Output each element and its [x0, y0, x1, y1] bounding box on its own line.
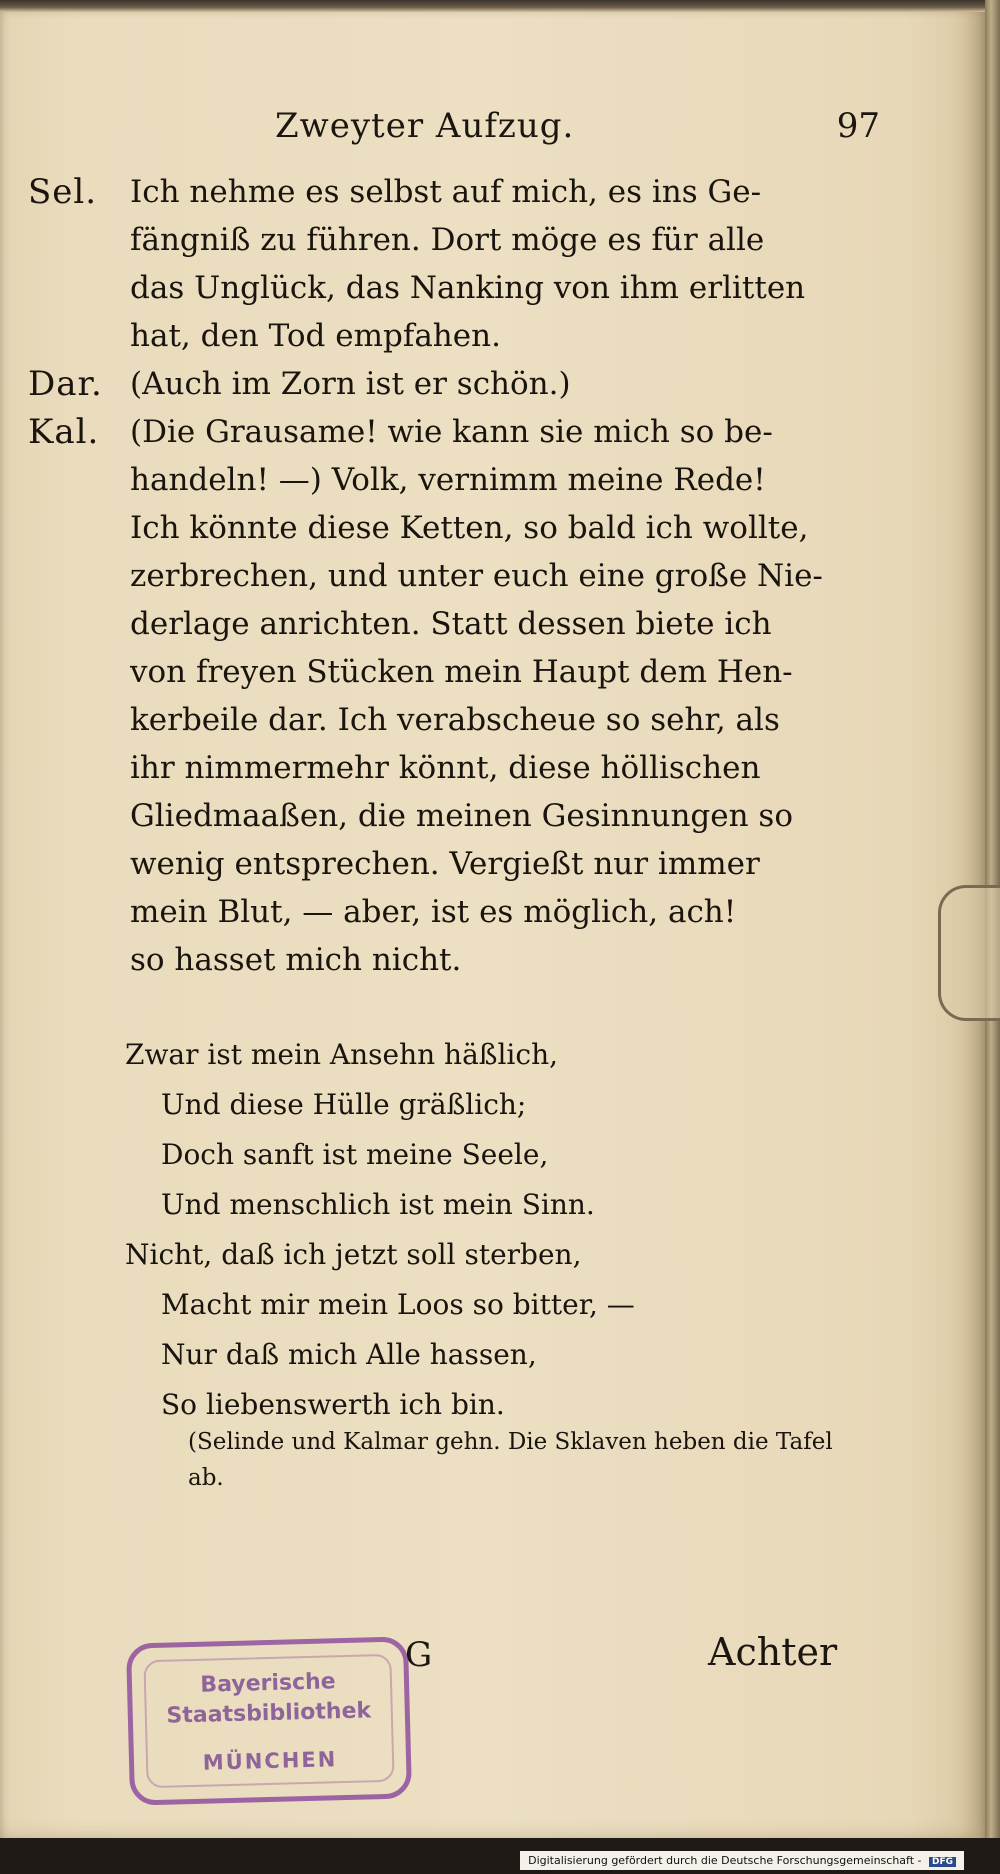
stage-direction: (Selinde und Kalmar gehn. Die Sklaven heben die Tafel ab.	[188, 1429, 833, 1491]
stamp-line: Bayerische	[200, 1669, 336, 1698]
credit-text: Digitalisierung gefördert durch die Deutsche Forschungsgemeinschaft -	[528, 1854, 922, 1867]
speech-line: handeln! —) Volk, vernimm meine Rede!	[130, 462, 766, 498]
page-clip	[938, 885, 1000, 1021]
speech-line: ihr nimmermehr könnt, diese höllischen	[130, 750, 761, 786]
speech-line: fängniß zu führen. Dort möge es für alle	[130, 222, 765, 258]
speech-line: Ich nehme es selbst auf mich, es ins Ge-	[130, 174, 762, 210]
dialogue-block	[28, 168, 888, 984]
digitization-credit	[520, 1851, 964, 1870]
verse-line: So liebenswerth ich bin.	[161, 1388, 505, 1421]
speech-line: von freyen Stücken mein Haupt dem Hen-	[130, 654, 793, 690]
verse-line: Nicht, daß ich jetzt soll sterben,	[125, 1238, 582, 1271]
dialogue-entry-dar	[28, 360, 888, 408]
speech-line: zerbrechen, und unter euch eine große Nie-	[130, 558, 823, 594]
dfg-logo-icon: DFG	[929, 1857, 956, 1867]
speech-line: (Die Grausame! wie kann sie mich so be-	[130, 414, 773, 450]
scan-bottom-band	[0, 1838, 1000, 1874]
verse-line: Und diese Hülle gräßlich;	[161, 1088, 527, 1121]
verse-line: Nur daß mich Alle hassen,	[161, 1338, 537, 1371]
library-stamp	[126, 1636, 412, 1805]
song-verse	[125, 1030, 845, 1430]
speech-line: Ich könnte diese Ketten, so bald ich wollte,	[130, 510, 809, 546]
page-header	[270, 106, 880, 166]
speech-line: das Unglück, das Nanking von ihm erlitten	[130, 270, 806, 306]
speech-line: so hasset mich nicht.	[130, 942, 462, 978]
stamp-line: Staatsbibliothek	[166, 1698, 372, 1729]
speech-line: Gliedmaaßen, die meinen Gesinnungen so	[130, 798, 793, 834]
speaker-label: Sel.	[28, 172, 98, 212]
page-number: 97	[836, 106, 880, 146]
speech-line: hat, den Tod empfahen.	[130, 318, 501, 354]
signature-mark: G	[405, 1635, 433, 1675]
catchword: Achter	[708, 1630, 838, 1674]
speech-line: mein Blut, — aber, ist es möglich, ach!	[130, 894, 737, 930]
verse-line: Und menschlich ist mein Sinn.	[161, 1188, 595, 1221]
speech-line: wenig entsprechen. Vergießt nur immer	[130, 846, 760, 882]
speech-line: (Auch im Zorn ist er schön.)	[130, 366, 571, 402]
verse-line: Macht mir mein Loos so bitter, —	[161, 1288, 635, 1321]
stamp-line: MÜNCHEN	[202, 1747, 338, 1775]
speech-line: kerbeile dar. Ich verabscheue so sehr, als	[130, 702, 780, 738]
running-head: Zweyter Aufzug.	[275, 106, 575, 146]
page-top-edge	[0, 0, 985, 12]
dialogue-entry-kal	[28, 408, 888, 984]
verse-line: Zwar ist mein Ansehn häßlich,	[125, 1038, 559, 1071]
verse-line: Doch sanft ist meine Seele,	[161, 1138, 549, 1171]
speech-line: derlage anrichten. Statt dessen biete ich	[130, 606, 772, 642]
dialogue-entry-sel	[28, 168, 888, 360]
speaker-label: Kal.	[28, 412, 100, 452]
speaker-label: Dar.	[28, 364, 103, 404]
